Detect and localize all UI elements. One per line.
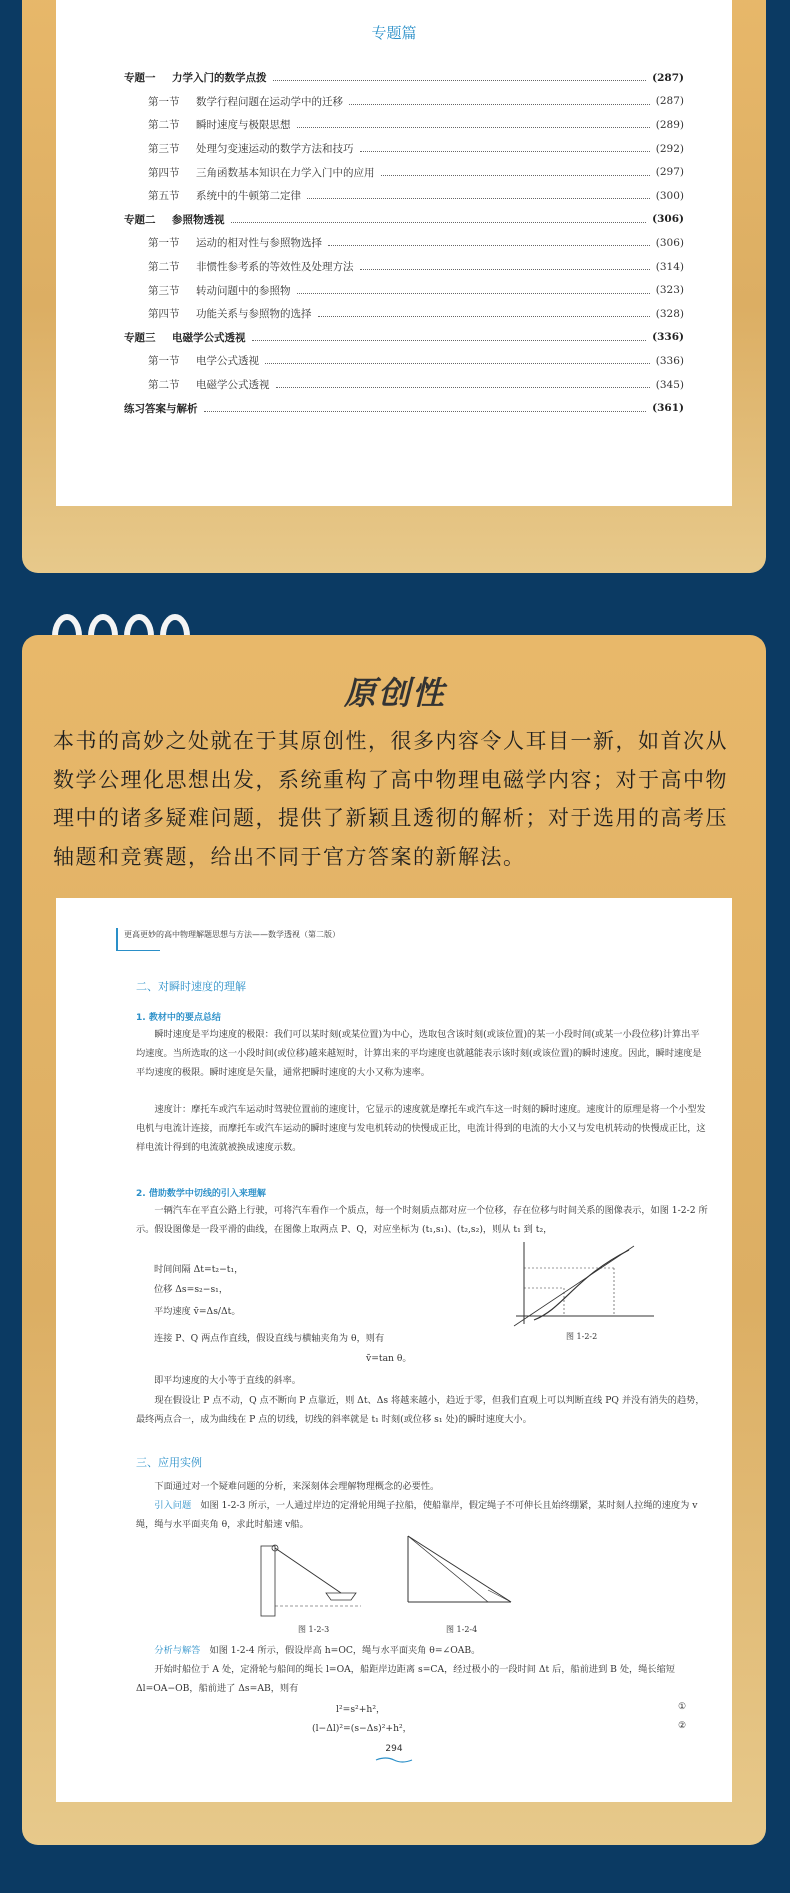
- toc-page-number: (297): [655, 166, 684, 179]
- paragraph: 开始时船位于 A 处，定滑轮与船间的绳长 l=OA，船距岸边距离 s=CA，经过极小的一段时间 Δt 后，船前进到 B 处，绳长缩短 Δl=OA−OB，船前进了 Δs=AB，则有: [136, 1664, 675, 1694]
- toc-section-number: 第二节: [148, 379, 180, 392]
- toc-title: 专题篇: [371, 24, 417, 42]
- toc-entry-title: 数学行程问题在运动学中的迁移: [196, 95, 343, 108]
- toc-entry-title: 转动问题中的参照物: [196, 284, 291, 297]
- toc-entry-title: 电学公式透视: [196, 355, 259, 368]
- paragraph: 下面通过对一个疑难问题的分析，来深刻体会理解物理概念的必要性。: [154, 1481, 440, 1492]
- toc-page-number: (328): [655, 307, 684, 320]
- figure-caption: 图 1-2-2: [566, 1332, 598, 1341]
- equation: 时间间隔 Δt=t₂−t₁，: [154, 1264, 244, 1275]
- paragraph: 现在假设让 P 点不动，Q 点不断向 P 点靠近，则 Δt、Δs 将越来越小，趋近于零，但我们直观上可以判断直线 PQ 并没有消失的趋势，最终两点合一，成为曲线在 P 点的切线，切线的斜率就是 t₁ 时刻(或位移 s₁ 处)的瞬时速度大小。: [136, 1395, 705, 1425]
- toc-page-number: (292): [655, 142, 684, 155]
- figure-caption: 图 1-2-3: [298, 1625, 330, 1634]
- toc-leader: [276, 387, 650, 388]
- toc-entry-title: 练习答案与解析: [124, 402, 198, 415]
- running-head: 更高更妙的高中物理解题思想与方法——数学透视（第二版）: [116, 928, 340, 950]
- toc-leader: [318, 316, 650, 317]
- toc-card: [22, 0, 766, 573]
- figure-1-2-2: [504, 1238, 664, 1328]
- toc-section-number: 第二节: [148, 261, 180, 274]
- toc-leader: [360, 151, 650, 152]
- toc-section-number: 第三节: [148, 143, 180, 156]
- subheading: 2. 借助数学中切线的引入来理解: [136, 1189, 266, 1199]
- toc-entry-title: 力学入门的数学点拨: [172, 72, 267, 85]
- toc-section-number: 第一节: [148, 95, 180, 108]
- sample-page: [56, 898, 732, 1802]
- wave-ornament-icon: [374, 1756, 414, 1764]
- formula-number: ②: [678, 1720, 687, 1731]
- toc-leader: [204, 411, 647, 412]
- toc-page-number: (314): [655, 260, 684, 273]
- page-number: 294: [385, 1744, 403, 1754]
- figure-1-2-3: [256, 1538, 366, 1618]
- toc-leader: [360, 269, 650, 270]
- toc-entry-title: 电磁学公式透视: [172, 331, 246, 344]
- toc-section-row: [124, 137, 684, 161]
- toc-section-row: [124, 255, 684, 279]
- toc-entry-title: 三角函数基本知识在力学入门中的应用: [196, 166, 375, 179]
- toc-section-number: 专题二: [124, 213, 156, 226]
- subheading: 1. 教材中的要点总结: [136, 1013, 221, 1023]
- toc-page-number: (345): [655, 378, 684, 391]
- toc-section-row: [124, 90, 684, 114]
- formula: (l−Δl)²=(s−Δs)²+h²，: [312, 1723, 412, 1734]
- section-heading: 二、对瞬时速度的理解: [136, 980, 246, 993]
- toc-page-number: (306): [655, 236, 684, 249]
- toc-entry-title: 运动的相对性与参照物选择: [196, 237, 322, 250]
- paragraph: [136, 1642, 708, 1661]
- formula: l²=s²+h²，: [336, 1704, 386, 1715]
- toc-section-number: 第四节: [148, 166, 180, 179]
- equation: 即平均速度的大小等于直线的斜率。: [154, 1375, 301, 1386]
- figure-1-2-4: [396, 1528, 526, 1618]
- toc-page: [56, 0, 732, 506]
- toc-chapter-row: [124, 326, 684, 350]
- toc-chapter-row: [124, 396, 684, 420]
- toc-list: [124, 66, 684, 420]
- toc-entry-title: 参照物透视: [172, 213, 225, 226]
- toc-section-row: [124, 184, 684, 208]
- toc-entry-title: 非惯性参考系的等效性及处理方法: [196, 261, 354, 274]
- toc-leader: [328, 245, 650, 246]
- equation: 连接 P、Q 两点作直线，假设直线与横轴夹角为 θ，则有: [154, 1333, 385, 1344]
- problem-text: 如图 1-2-3 所示，一人通过岸边的定滑轮用绳子拉船，使船靠岸，假定绳子不可伸长且始终绷紧，某时刻人拉绳的速度为 v绳，绳与水平面夹角 θ，求此时船速 v船。: [136, 1500, 698, 1530]
- toc-entry-title: 电磁学公式透视: [196, 379, 270, 392]
- toc-leader: [252, 340, 647, 341]
- feature-description: 本书的高妙之处就在于其原创性，很多内容令人耳目一新，如首次从数学公理化思想出发，系统重构了高中物理电磁学内容；对于高中物理中的诸多疑难问题，提供了新颖且透彻的解析；对于选用的高考压轴题和竞赛题，给出不同于官方答案的新解法。: [53, 729, 728, 869]
- feature-title: 原创性: [343, 674, 446, 712]
- toc-leader: [273, 80, 647, 81]
- toc-leader: [349, 104, 650, 105]
- toc-page-number: (306): [652, 213, 684, 226]
- toc-section-row: [124, 278, 684, 302]
- divider: [116, 950, 160, 951]
- toc-page-number: (336): [652, 331, 684, 344]
- toc-section-row: [124, 349, 684, 373]
- toc-leader: [381, 175, 650, 176]
- toc-leader: [231, 222, 647, 223]
- toc-section-number: 第一节: [148, 237, 180, 250]
- toc-page-number: (300): [655, 189, 684, 202]
- equation: 平均速度 v̄=Δs/Δt。: [154, 1306, 241, 1317]
- toc-section-number: 专题一: [124, 72, 156, 85]
- toc-page-number: (287): [652, 71, 684, 84]
- answer-text: 如图 1-2-4 所示，假设岸高 h=OC，绳与水平面夹角 θ=∠OAB。: [209, 1645, 481, 1656]
- toc-entry-title: 瞬时速度与极限思想: [196, 119, 291, 132]
- toc-leader: [265, 363, 650, 364]
- toc-section-number: 专题三: [124, 331, 156, 344]
- toc-page-number: (361): [652, 402, 684, 415]
- toc-entry-title: 功能关系与参照物的选择: [196, 308, 312, 321]
- toc-entry-title: 处理匀变速运动的数学方法和技巧: [196, 143, 354, 156]
- toc-section-number: 第二节: [148, 119, 180, 132]
- label-intro-problem: 引入问题: [154, 1500, 192, 1511]
- toc-section-row: [124, 373, 684, 397]
- toc-section-number: 第三节: [148, 284, 180, 297]
- toc-section-row: [124, 231, 684, 255]
- toc-entry-title: 系统中的牛顿第二定律: [196, 190, 301, 203]
- toc-page-number: (336): [655, 354, 684, 367]
- toc-section-number: 第四节: [148, 308, 180, 321]
- equation: v̄=tan θ。: [366, 1353, 412, 1364]
- equation: 位移 Δs=s₂−s₁，: [154, 1284, 229, 1295]
- toc-page-number: (287): [655, 95, 684, 108]
- toc-section-row: [124, 160, 684, 184]
- toc-section-number: 第五节: [148, 190, 180, 203]
- toc-section-row: [124, 113, 684, 137]
- toc-section-number: 第一节: [148, 355, 180, 368]
- toc-chapter-row: [124, 66, 684, 90]
- section-heading: 三、应用实例: [136, 1456, 202, 1469]
- paragraph: 一辆汽车在平直公路上行驶，可将汽车看作一个质点，每一个时刻质点都对应一个位移，存在位移与时间关系的图像表示，如图 1-2-2 所示。假设图像是一段平滑的曲线，在图像上取两点 P、Q，对应坐标为 (t₁,s₁)、(t₂,s₂)，则从 t₁ 到 t₂，: [136, 1205, 708, 1235]
- formula-number: ①: [678, 1701, 687, 1712]
- toc-section-row: [124, 302, 684, 326]
- toc-leader: [297, 293, 650, 294]
- paragraph: 瞬时速度是平均速度的极限：我们可以某时刻(或某位置)为中心，选取包含该时刻(或该位置)的某一小段时间(或某一小段位移)计算出平均速度。当所选取的这一小段时间(或位移)越来越短时，计算出来的平均速度也就越能表示该时刻(或该位置)的瞬时速度。因此，瞬时速度是平均速度的极限。瞬时速度是矢量，通常把瞬时速度的大小又称为速率。: [136, 1029, 702, 1078]
- toc-leader: [297, 127, 650, 128]
- figure-caption: 图 1-2-4: [446, 1625, 478, 1634]
- toc-page-number: (323): [655, 284, 684, 297]
- paragraph: 速度计：摩托车或汽车运动时驾驶位置前的速度计，它显示的速度就是摩托车或汽车这一时刻的瞬时速度。速度计的原理是将一个小型发电机与电流计连接，而摩托车或汽车运动的瞬时速度与发电机转动的快慢成正比，电流计得到的电流的大小又与发电机转动的快慢成正比，这样电流计得到的电流就被换成速度示数。: [136, 1104, 706, 1153]
- label-answer: 分析与解答: [154, 1645, 201, 1656]
- toc-page-number: (289): [655, 118, 684, 131]
- toc-chapter-row: [124, 208, 684, 232]
- toc-leader: [307, 198, 650, 199]
